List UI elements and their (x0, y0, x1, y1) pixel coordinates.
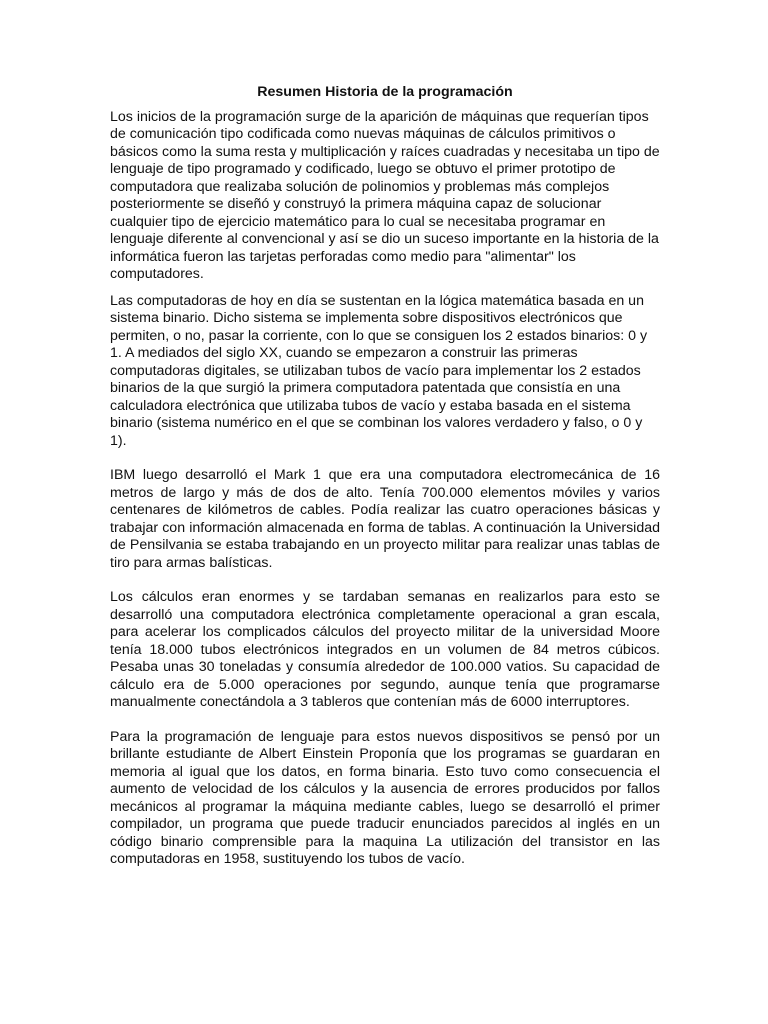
document-body (110, 84, 660, 878)
paragraph-1: Los inicios de la programación surge de la aparición de máquinas que requerían tipos de comunicación tipo codificada como nuevas máquinas de cálculos primitivos o básicos como la suma resta y multiplicación y raíces cuadradas y necesitaba un tipo de lenguaje de tipo programado y codificado, luego se obtuvo el primer prototipo de computadora que realizaba solución de polinomios y problemas más complejos posteriormente se diseñó y construyó la primera máquina capaz de solucionar cualquier tipo de ejercicio matemático para lo cual se necesitaba programar en lenguaje diferente al convencional y así se dio un suceso importante en la historia de la informática fueron las tarjetas perforadas como medio para "alimentar" los computadores. (110, 108, 660, 282)
paragraph-5: Para la programación de lenguaje para estos nuevos dispositivos se pensó por un brillante estudiante de Albert Einstein Proponía que los programas se guardaran en memoria al igual que los datos, en forma binaria. Esto tuvo como consecuencia el aumento de velocidad de los cálculos y la ausencia de errores producidos por fallos mecánicos al programar la máquina mediante cables, luego se desarrolló el primer compilador, un programa que puede traducir enunciados parecidos al inglés en un código binario comprensible para la maquina La utilización del transistor en las computadoras en 1958, sustituyendo los tubos de vacío. (110, 728, 660, 867)
paragraph-4: Los cálculos eran enormes y se tardaban semanas en realizarlos para esto se desarrolló una computadora electrónica completamente operacional a gran escala, para acelerar los complicados cálculos del proyecto militar de la universidad Moore tenía 18.000 tubos electrónicos integrados en un volumen de 84 metros cúbicos. Pesaba unas 30 toneladas y consumía alrededor de 100.000 vatios. Su capacidad de cálculo era de 5.000 operaciones por segundo, aunque tenía que programarse manualmente conectándola a 3 tableros que contenían más de 6000 interruptores. (110, 589, 660, 710)
paragraph-2: Las computadoras de hoy en día se sustentan en la lógica matemática basada en un sistema binario. Dicho sistema se implementa sobre dispositivos electrónicos que permiten, o no, pasar la corriente, con lo que se consiguen los 2 estados binarios: 0 y 1. A mediados del siglo XX, cuando se empezaron a construir las primeras computadoras digitales, se utilizaban tubos de vacío para implementar los 2 estados binarios de la que surgió la primera computadora patentada que consistía en una calculadora electrónica que utilizaba tubos de vacío y estaba basada en el sistema binario (sistema numérico en el que se combinan los valores verdadero y falso, o 0 y 1). (110, 292, 648, 449)
document-title: Resumen Historia de la programación (257, 84, 513, 100)
paragraph-3: IBM luego desarrolló el Mark 1 que era una computadora electromecánica de 16 metros de largo y más de dos de alto. Tenía 700.000 elementos móviles y varios centenares de kilómetros de cables. Podía realizar las cuatro operaciones básicas y trabajar con información almacenada en forma de tablas. A continuación la Universidad de Pensilvania se estaba trabajando en un proyecto militar para realizar unas tablas de tiro para armas balísticas. (110, 467, 660, 571)
